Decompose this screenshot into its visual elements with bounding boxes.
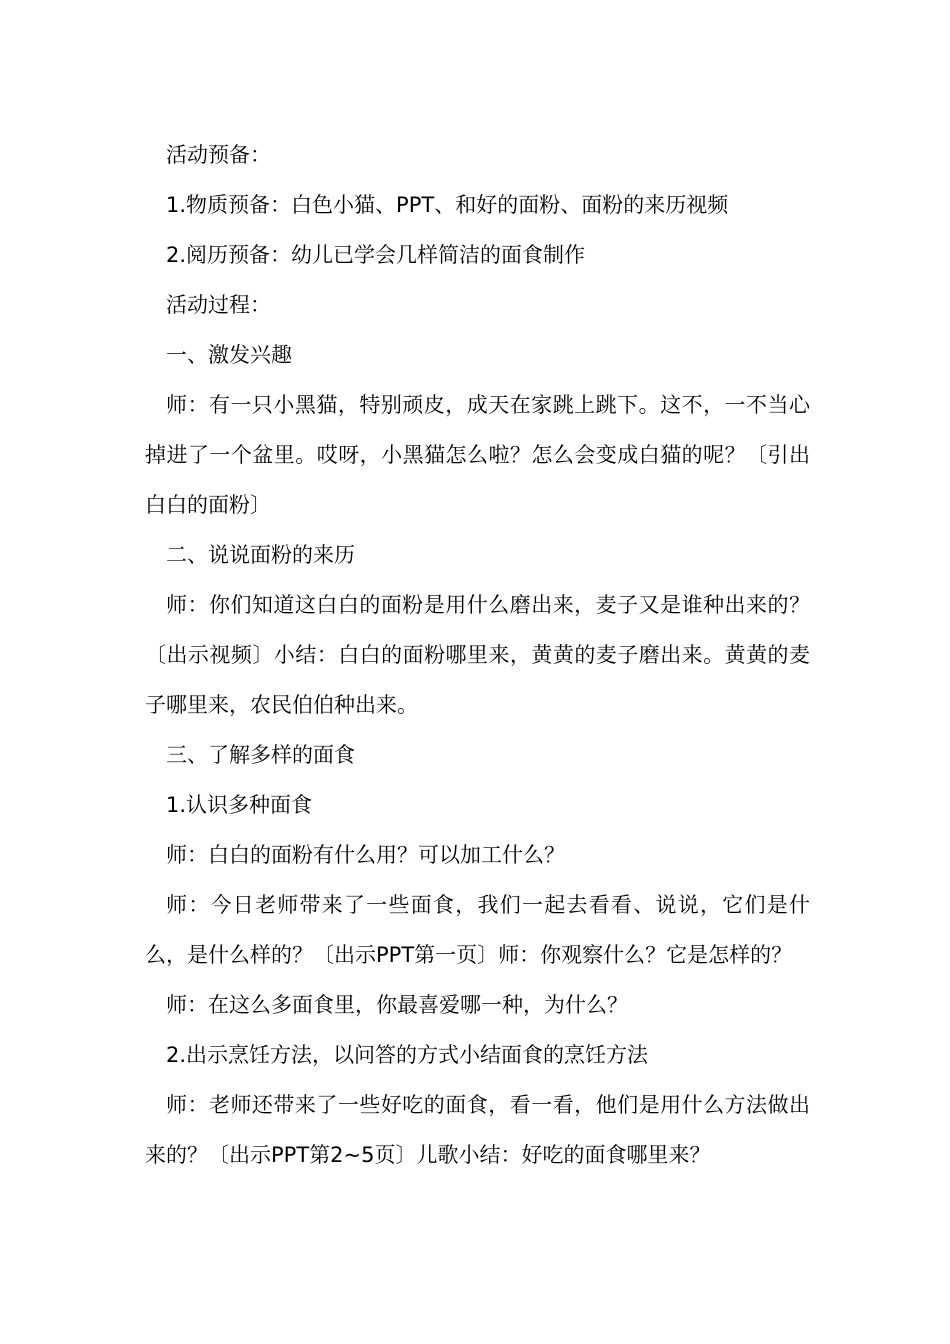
paragraph-material-prep: 1.物质预备：白色小猫、PPT、和好的面粉、面粉的来历视频: [166, 193, 729, 217]
paragraph-subsection-1-body: 师：今日老师带来了一些面食，我们一起去看看、说说，它们是什么，是什么样的？〔出示PPT第一页〕师：你观察什么？它是怎样的？: [145, 893, 810, 967]
paragraph-experience-prep: 2.阅历预备：幼儿已学会几样简洁的面食制作: [166, 243, 586, 267]
paragraph-section-2-body: 师：你们知道这白白的面粉是用什么磨出来，麦子又是谁种出来的？〔出示视频〕小结：白白的面粉哪里来，黄黄的麦子磨出来。黄黄的麦子哪里来，农民伯伯种出来。: [145, 593, 810, 717]
paragraph-subsection-2-heading: 2.出示烹饪方法，以问答的方式小结面食的烹饪方法: [166, 1043, 649, 1067]
paragraph-section-1-body: 师：有一只小黑猫，特别顽皮，成天在家跳上跳下。这不，一不当心掉进了一个盆里。哎呀，小黑猫怎么啦？怎么会变成白猫的呢？〔引出白白的面粉〕: [145, 393, 810, 517]
paragraph-subsection-1-heading: 1.认识多种面食: [166, 793, 313, 817]
paragraph-subsection-1-favorite: 师：在这么多面食里，你最喜爱哪一种，为什么？: [166, 993, 628, 1017]
document-body: [145, 130, 810, 1180]
paragraph-subsection-1-question: 师：白白的面粉有什么用？可以加工什么？: [166, 843, 565, 867]
paragraph-prep-heading: 活动预备：: [166, 143, 271, 167]
paragraph-section-2-heading: 二、说说面粉的来历: [166, 543, 355, 567]
paragraph-section-3-heading: 三、了解多样的面食: [166, 743, 355, 767]
paragraph-subsection-2-body: 师：老师还带来了一些好吃的面食，看一看，他们是用什么方法做出来的？〔出示PPT第2~5页〕儿歌小结：好吃的面食哪里来？: [145, 1093, 810, 1167]
paragraph-process-heading: 活动过程：: [166, 293, 271, 317]
paragraph-section-1-heading: 一、激发兴趣: [166, 343, 292, 367]
